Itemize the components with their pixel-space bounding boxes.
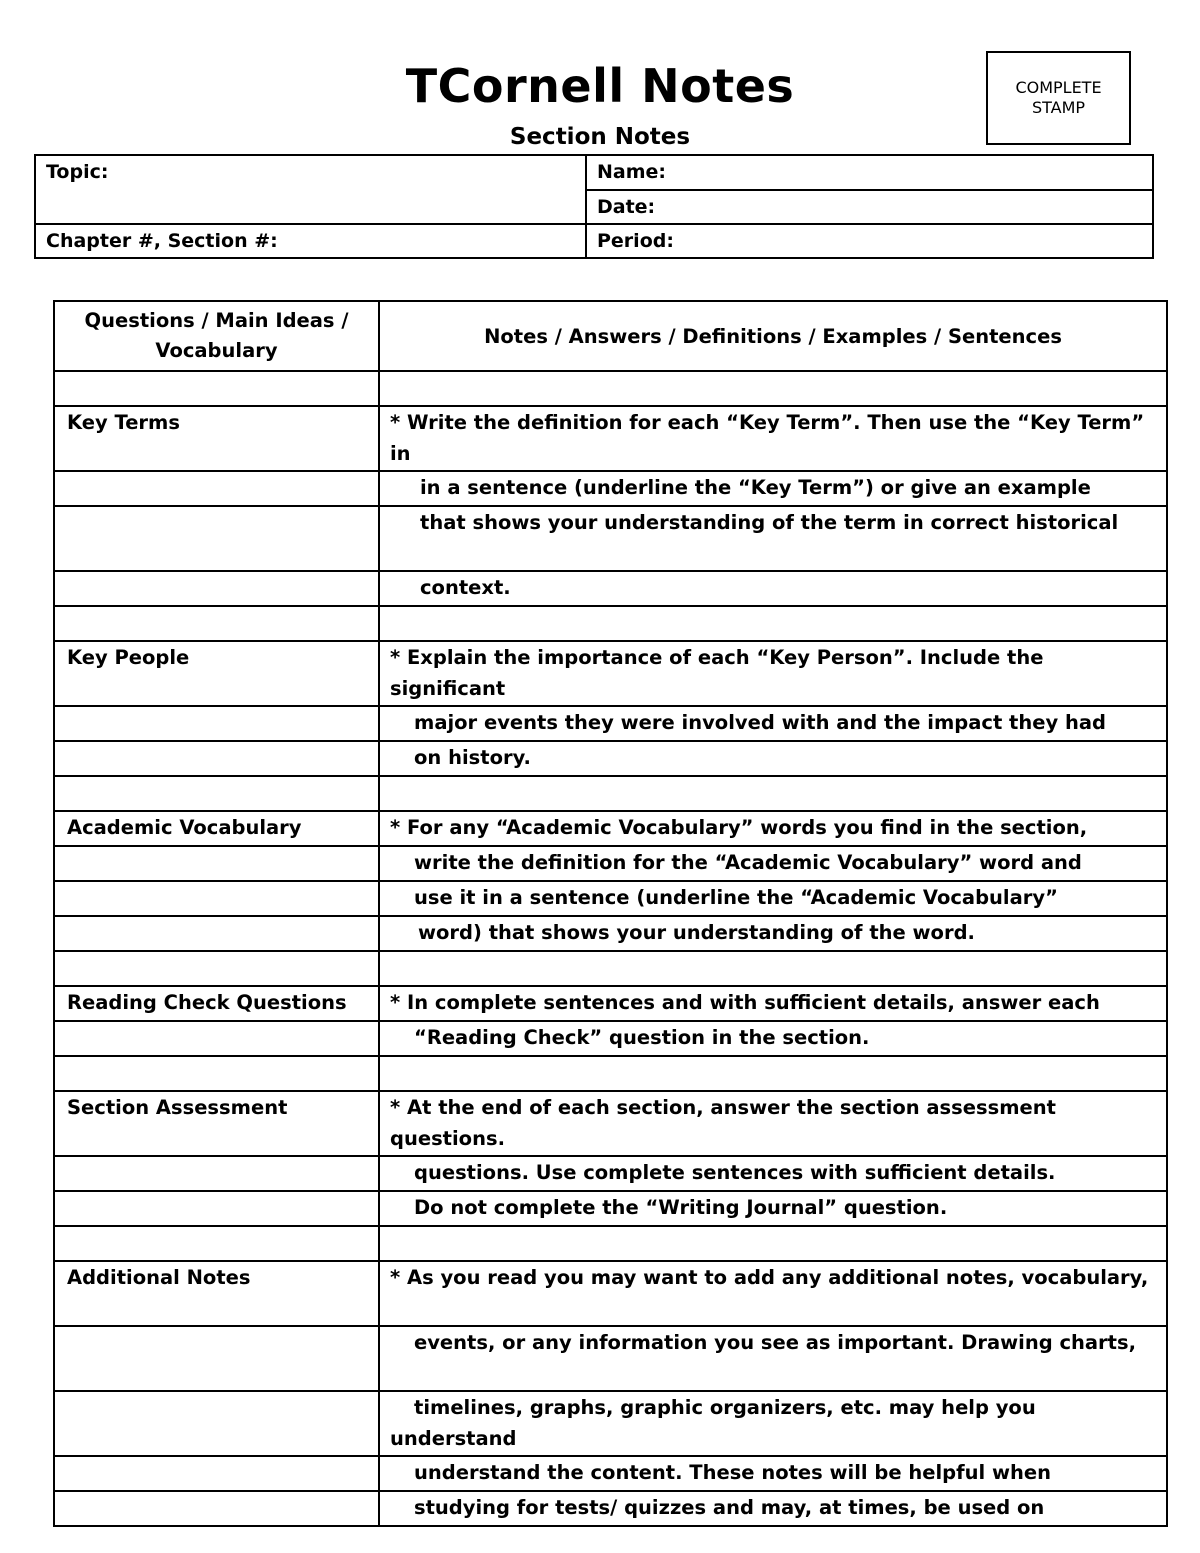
notes-cell[interactable] — [379, 1326, 1167, 1391]
notes-cell[interactable]: * Explain the importance of each “Key Person”. Include the significant — [379, 641, 1167, 706]
notes-cell[interactable]: studying for tests/ quizzes and may, at times, be used on — [379, 1491, 1167, 1526]
table-row — [54, 811, 1167, 846]
table-row — [54, 506, 1167, 571]
question-cell[interactable]: Additional Notes — [54, 1261, 379, 1326]
table-row — [54, 951, 1167, 986]
table-row — [54, 1391, 1167, 1456]
notes-cell[interactable] — [379, 1056, 1167, 1091]
period-field[interactable]: Period: — [586, 224, 1153, 258]
question-cell[interactable] — [54, 606, 379, 641]
table-row — [54, 1021, 1167, 1056]
question-cell[interactable]: Key People — [54, 641, 379, 706]
notes-cell[interactable]: understand the content. These notes will be helpful when — [379, 1456, 1167, 1491]
notes-cell[interactable] — [379, 506, 1167, 571]
complete-stamp-box — [986, 51, 1131, 145]
notes-cell[interactable]: word) that shows your understanding of the word. — [379, 916, 1167, 951]
cornell-notes-table — [53, 300, 1168, 1527]
notes-cell[interactable]: “Reading Check” question in the section. — [379, 1021, 1167, 1056]
table-row — [54, 846, 1167, 881]
notes-cell[interactable]: context. — [379, 571, 1167, 606]
notes-cell[interactable]: * As you read you may want to add any additional notes, vocabulary, — [379, 1261, 1167, 1326]
table-row — [54, 1261, 1167, 1326]
topic-field[interactable]: Topic: — [35, 155, 586, 224]
notes-cell-text: timelines, graphs, graphic organizers, etc. may help you understand — [390, 1396, 1036, 1450]
table-row — [54, 1491, 1167, 1526]
question-cell[interactable] — [54, 881, 379, 916]
date-field[interactable]: Date: — [586, 190, 1153, 224]
question-cell[interactable]: Academic Vocabulary — [54, 811, 379, 846]
notes-cell[interactable]: write the definition for the “Academic Vocabulary” word and — [379, 846, 1167, 881]
notes-cell[interactable]: major events they were involved with and the impact they had — [379, 706, 1167, 741]
notes-cell[interactable]: use it in a sentence (underline the “Academic Vocabulary” — [379, 881, 1167, 916]
question-cell[interactable] — [54, 846, 379, 881]
notes-cell[interactable] — [379, 606, 1167, 641]
chapter-section-field[interactable]: Chapter #, Section #: — [35, 224, 586, 258]
question-cell[interactable] — [54, 1021, 379, 1056]
question-cell[interactable] — [54, 471, 379, 506]
table-row — [54, 571, 1167, 606]
table-row — [54, 1191, 1167, 1226]
table-row — [54, 406, 1167, 471]
question-cell[interactable]: Key Terms — [54, 406, 379, 471]
notes-cell-text: that shows your understanding of the term in correct historical — [420, 511, 1119, 534]
notes-cell[interactable]: questions. Use complete sentences with sufficient details. — [379, 1156, 1167, 1191]
notes-cell[interactable]: in a sentence (underline the “Key Term”) or give an example — [379, 471, 1167, 506]
notes-cell[interactable]: * For any “Academic Vocabulary” words you find in the section, — [379, 811, 1167, 846]
question-cell[interactable] — [54, 1326, 379, 1391]
stamp-label-line2: STAMP — [1031, 98, 1086, 117]
question-cell[interactable] — [54, 1456, 379, 1491]
name-field[interactable]: Name: — [586, 155, 1153, 190]
student-info-table — [34, 154, 1154, 259]
question-cell[interactable] — [54, 571, 379, 606]
table-row — [54, 606, 1167, 641]
table-row — [54, 741, 1167, 776]
question-cell[interactable] — [54, 776, 379, 811]
notes-cell-text: events, or any information you see as important. Drawing charts, — [414, 1331, 1137, 1354]
question-cell[interactable] — [54, 1156, 379, 1191]
question-cell[interactable] — [54, 1226, 379, 1261]
stamp-label-line1: COMPLETE — [1015, 78, 1102, 97]
question-cell[interactable] — [54, 916, 379, 951]
table-row — [54, 916, 1167, 951]
table-row — [54, 1091, 1167, 1156]
page-subtitle: Section Notes — [509, 124, 691, 150]
table-row — [54, 986, 1167, 1021]
notes-cell[interactable] — [379, 371, 1167, 406]
table-row — [54, 776, 1167, 811]
notes-cell[interactable] — [379, 1391, 1167, 1456]
question-cell[interactable]: Reading Check Questions — [54, 986, 379, 1021]
table-header-row — [54, 301, 1167, 371]
notes-cell[interactable]: Do not complete the “Writing Journal” question. — [379, 1191, 1167, 1226]
question-cell[interactable] — [54, 1056, 379, 1091]
notes-cell[interactable]: on history. — [379, 741, 1167, 776]
page-title: TCornell Notes — [405, 59, 795, 113]
question-cell[interactable] — [54, 951, 379, 986]
table-row — [54, 641, 1167, 706]
table-row — [54, 1226, 1167, 1261]
table-row — [54, 881, 1167, 916]
question-cell[interactable] — [54, 1491, 379, 1526]
question-cell[interactable] — [54, 1391, 379, 1456]
notes-cell[interactable] — [379, 776, 1167, 811]
notes-cell[interactable]: * Write the definition for each “Key Term”. Then use the “Key Term” in — [379, 406, 1167, 471]
notes-cell[interactable]: * In complete sentences and with sufficient details, answer each — [379, 986, 1167, 1021]
notes-cell[interactable]: * At the end of each section, answer the section assessment questions. — [379, 1091, 1167, 1156]
question-cell[interactable] — [54, 1191, 379, 1226]
question-cell[interactable] — [54, 741, 379, 776]
questions-column-header: Questions / Main Ideas / Vocabulary — [54, 301, 379, 371]
table-row — [54, 1056, 1167, 1091]
question-cell[interactable] — [54, 706, 379, 741]
notes-column-header: Notes / Answers / Definitions / Examples / Sentences — [379, 301, 1167, 371]
table-row — [54, 1456, 1167, 1491]
table-row — [54, 706, 1167, 741]
notes-cell[interactable] — [379, 951, 1167, 986]
question-cell[interactable]: Section Assessment — [54, 1091, 379, 1156]
table-row — [54, 371, 1167, 406]
question-cell[interactable] — [54, 506, 379, 571]
table-row — [54, 1156, 1167, 1191]
table-row — [54, 471, 1167, 506]
question-cell[interactable] — [54, 371, 379, 406]
table-row — [54, 1326, 1167, 1391]
notes-cell[interactable] — [379, 1226, 1167, 1261]
